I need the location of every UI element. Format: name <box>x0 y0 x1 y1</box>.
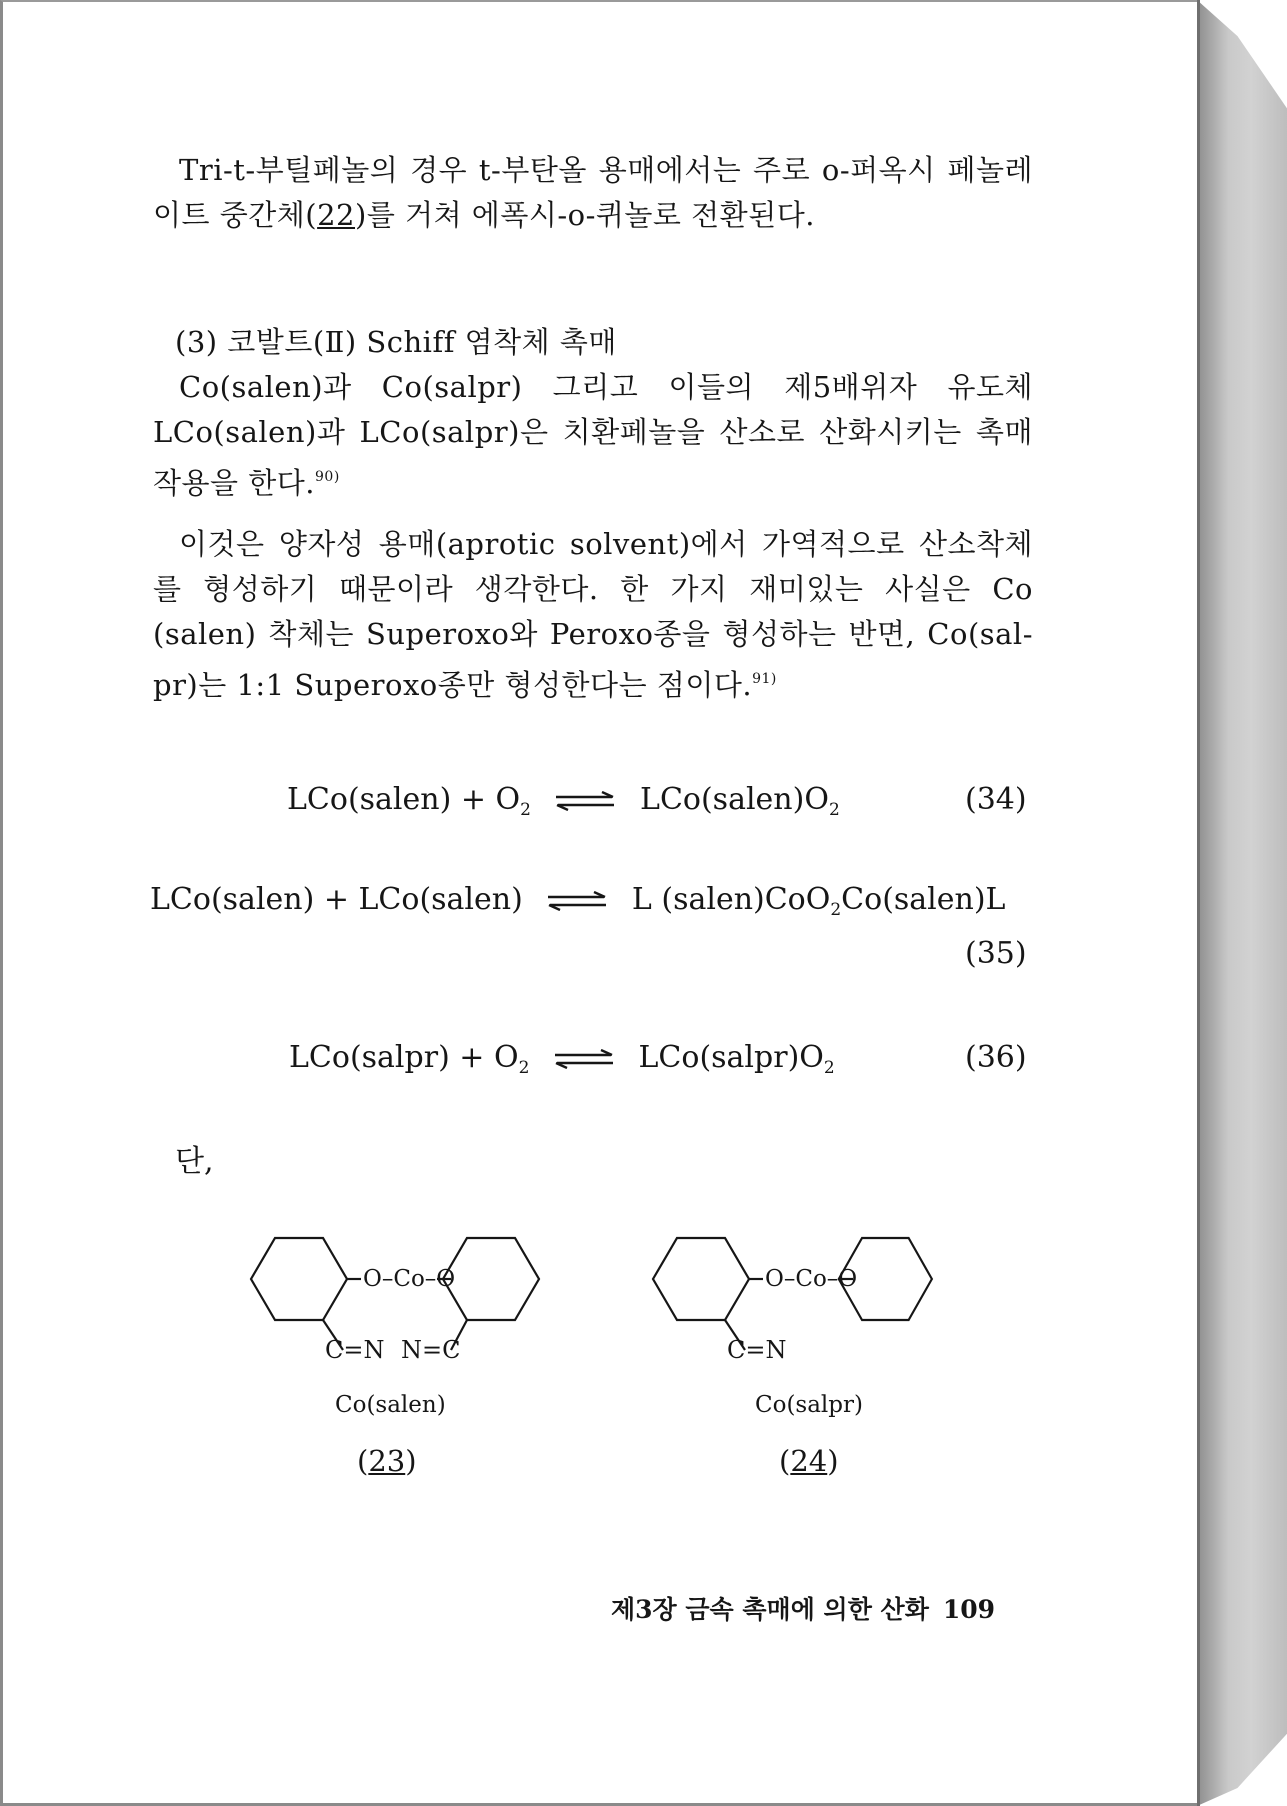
footer-chapter-title: 제3장 금속 촉매에 의한 산화 <box>611 1595 929 1624</box>
section-heading: (3) 코발트(Ⅱ) Schiff 염착체 촉매 <box>175 325 617 359</box>
equation-34: LCo(salen) + $O_2$ $LCo(salen)O_2$ <box>287 782 840 820</box>
structure-23-number: (23) <box>357 1444 417 1478</box>
structure-23-imine-left: C=N <box>325 1336 385 1364</box>
reference-91: 91) <box>752 671 777 687</box>
equilibrium-arrow-icon <box>553 1049 615 1069</box>
structure-co-salpr <box>645 1230 935 1370</box>
paragraph-oxygen-complex: 이것은 양자성 용매(aprotic solvent)에서 가역적으로 산소착체를 형성하기 때문이라 생각한다. 한 가지 재미있는 사실은 Co (salen) 착체는 Superoxo와 Peroxo종을 형성하는 반면, Co(sal-pr)는 1:1 Superoxo종만 형성한다는 점이다.$^{91)}$ <box>153 527 1033 702</box>
structure-24-imine: C=N <box>727 1336 787 1364</box>
book-spine <box>1197 0 1287 1806</box>
book-spine-edge <box>1197 0 1200 1806</box>
structure-23-bridge: O–Co–O <box>363 1266 456 1292</box>
equilibrium-arrow-icon <box>554 791 616 811</box>
equation-36: LCo(salpr) + $O_2$ $LCo(salpr)O_2$ <box>289 1040 835 1078</box>
structure-co-salen <box>243 1230 543 1370</box>
structure-24-name: Co(salpr) <box>755 1392 863 1418</box>
structure-24-number: (24) <box>779 1444 839 1478</box>
equation-number-35: (35) <box>965 936 1027 971</box>
page-footer <box>611 1592 995 1628</box>
page-number: 109 <box>942 1595 996 1624</box>
equilibrium-arrow-icon <box>546 891 608 911</box>
structure-23-imine-right: N=C <box>401 1336 461 1364</box>
equation-number-34: (34) <box>965 782 1027 817</box>
reference-90: 90) <box>315 469 340 485</box>
compound-ref-22: 22 <box>317 198 356 232</box>
equation-number-36: (36) <box>965 1040 1027 1075</box>
paragraph-cobalt-catalysts: Co(salen)과 Co(salpr) 그리고 이들의 제5배위자 유도체 LCo(salen)과 LCo(salpr)은 치환페놀을 산소로 산화시키는 촉매 작용을 한다.$^{90)}$ <box>153 370 1033 500</box>
note-label: 단, <box>175 1144 214 1179</box>
paragraph-tri-t-butylphenol: Tri-t-부틸페놀의 경우 t-부탄올 용매에서는 주로 o-퍼옥시 페놀레이트 중간체(22)를 거쳐 에폭시-o-퀴놀로 전환된다. <box>153 153 1033 232</box>
structure-23-name: Co(salen) <box>335 1392 446 1418</box>
structure-24-bridge: O–Co–O <box>765 1266 858 1292</box>
equation-35: LCo(salen) + LCo(salen) L (salen)CoO$_2$Co(salen)L <box>150 882 1006 920</box>
